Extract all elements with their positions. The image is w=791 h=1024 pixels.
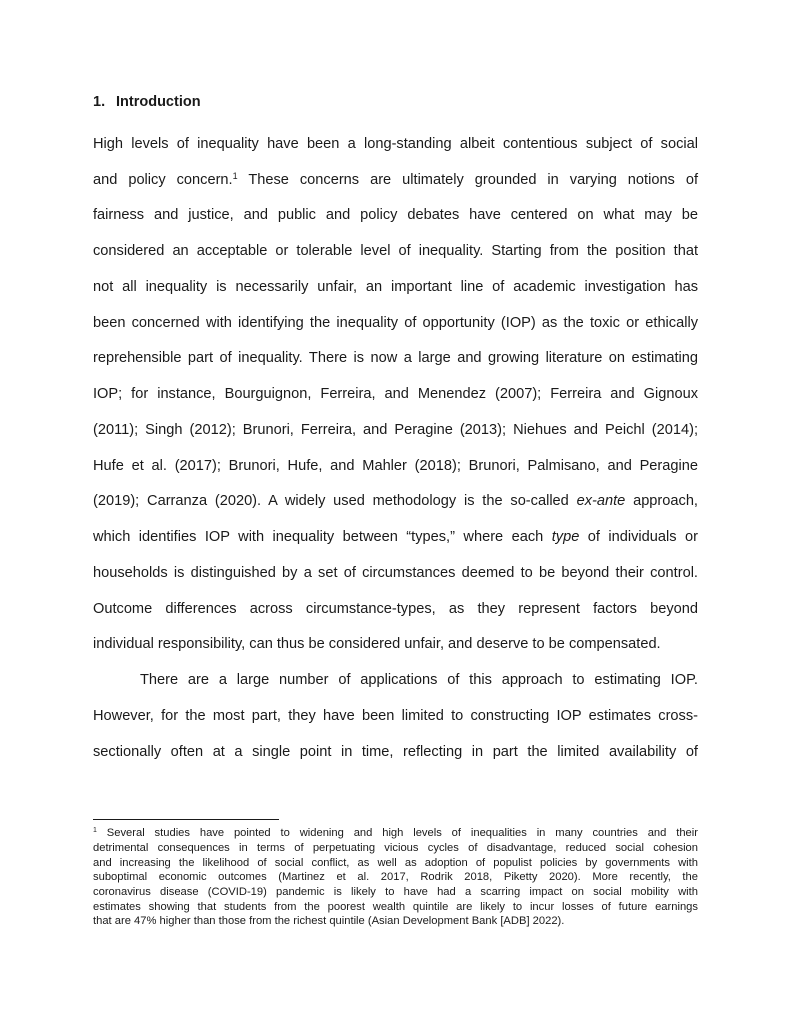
text-line: High levels of inequality have been a long-standing albeit contentious subject of social bbox=[93, 136, 698, 152]
footnote-ref: 1 bbox=[232, 171, 238, 181]
text-line: and policy concern.$^1$ These concerns are ultimately grounded in varying notions of bbox=[93, 171, 699, 188]
section-title: Introduction bbox=[116, 94, 201, 110]
text-line: (2019); Carranza (2020). A widely used methodology is the so-called ex-ante approach, bbox=[93, 493, 698, 509]
section-number: 1. bbox=[93, 94, 106, 110]
text-line: fairness and justice, and public and policy debates have centered on what may be bbox=[93, 207, 698, 223]
footnote-line: estimates showing that students from the poorest wealth quintile are likely to incur losses of future earnings bbox=[93, 901, 698, 913]
text-line: considered an acceptable or tolerable level of inequality. Starting from the position that bbox=[93, 243, 698, 259]
emphasis: ex-ante bbox=[576, 493, 626, 509]
text-line: sectionally often at a single point in time, reflecting in part the limited availability of bbox=[93, 744, 698, 760]
emphasis: type bbox=[551, 529, 580, 545]
footnote-line: coronavirus disease (COVID-19) pandemic is likely to have had a scarring impact on social mobility with bbox=[93, 886, 698, 898]
text-line: Hufe et al. (2017); Brunori, Hufe, and Mahler (2018); Brunori, Palmisano, and Peragine bbox=[93, 458, 698, 474]
text-line: reprehensible part of inequality. There is now a large and growing literature on estimating bbox=[93, 350, 698, 366]
text-line: households is distinguished by a set of circumstances deemed to be beyond their control. bbox=[93, 565, 698, 581]
text-line: However, for the most part, they have been limited to constructing IOP estimates cross- bbox=[93, 708, 698, 724]
footnote-separator bbox=[93, 819, 279, 820]
text-line: which identifies IOP with inequality between “types,” where each type of individuals or bbox=[93, 529, 698, 545]
footnote-line: that are 47% higher than those from the richest quintile (Asian Development Bank [ADB] 2022). bbox=[93, 915, 565, 927]
footnote-line: $^1$ Several studies have pointed to widening and high levels of inequalities in many countries and their bbox=[93, 827, 698, 839]
text-line: been concerned with identifying the inequality of opportunity (IOP) as the toxic or ethically bbox=[93, 315, 698, 331]
text-line: IOP; for instance, Bourguignon, Ferreira, and Menendez (2007); Ferreira and Gignoux bbox=[93, 386, 698, 402]
text-line: There are a large number of applications of this approach to estimating IOP. bbox=[140, 672, 698, 688]
footnote-line: detrimental consequences in terms of perpetuating vicious cycles of disadvantage, reduced social cohesion bbox=[93, 842, 698, 854]
section-heading bbox=[93, 94, 201, 110]
text-line: (2011); Singh (2012); Brunori, Ferreira, and Peragine (2013); Niehues and Peichl (2014); bbox=[93, 422, 698, 438]
footnote-line: and increasing the likelihood of social conflict, as well as adoption of populist policies by governments with bbox=[93, 857, 698, 869]
footnote-line: suboptimal economic outcomes (Martinez et al. 2017, Rodrik 2018, Piketty 2020). More recently, the bbox=[93, 871, 698, 883]
footnote-marker: 1 bbox=[93, 827, 97, 834]
text-line: not all inequality is necessarily unfair, an important line of academic investigation has bbox=[93, 279, 698, 295]
text-line: individual responsibility, can thus be considered unfair, and deserve to be compensated. bbox=[93, 636, 661, 652]
text-line: Outcome differences across circumstance-types, as they represent factors beyond bbox=[93, 601, 698, 617]
